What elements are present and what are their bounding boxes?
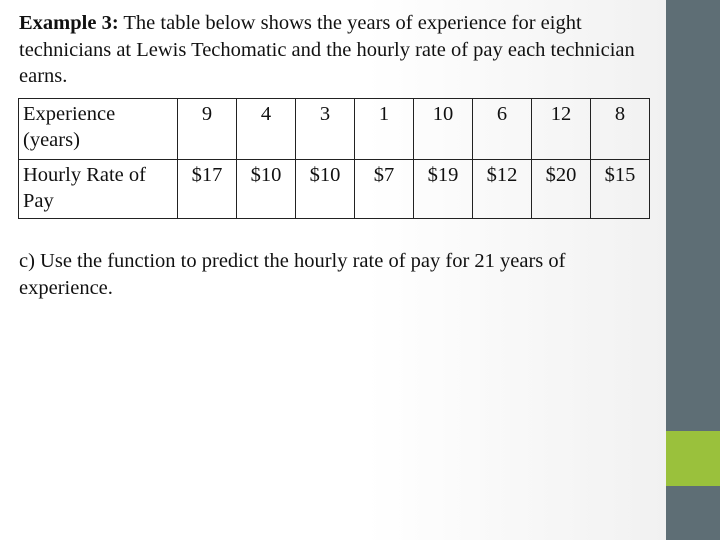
table-cell: 9: [178, 99, 237, 160]
table-cell: $17: [178, 160, 237, 219]
question-c: c) Use the function to predict the hourly rate of pay for 21 years of experience.: [19, 250, 566, 299]
table-cell: 12: [532, 99, 591, 160]
example-intro: [19, 10, 659, 90]
example-label: Example 3:: [19, 12, 119, 34]
table-cell: $12: [473, 160, 532, 219]
example-text: The table below shows the years of experience for eight technicians at Lewis Techomatic and the hourly rate of pay each technician earns.: [19, 12, 635, 87]
table-cell: 3: [296, 99, 355, 160]
table-cell: $7: [355, 160, 414, 219]
table-cell: $10: [237, 160, 296, 219]
table-cell: 1: [355, 99, 414, 160]
row-label: Hourly Rate of Pay: [19, 160, 178, 219]
table-cell: 8: [591, 99, 650, 160]
table-row-pay: [19, 160, 650, 219]
table-row-experience: [19, 99, 650, 160]
table-cell: $20: [532, 160, 591, 219]
table-cell: 10: [414, 99, 473, 160]
table-cell: $19: [414, 160, 473, 219]
table-cell: $10: [296, 160, 355, 219]
table-cell: 4: [237, 99, 296, 160]
side-accent-block: [666, 431, 720, 486]
data-table: [18, 98, 650, 219]
table-cell: 6: [473, 99, 532, 160]
row-label: Experience (years): [19, 99, 178, 160]
table-cell: $15: [591, 160, 650, 219]
